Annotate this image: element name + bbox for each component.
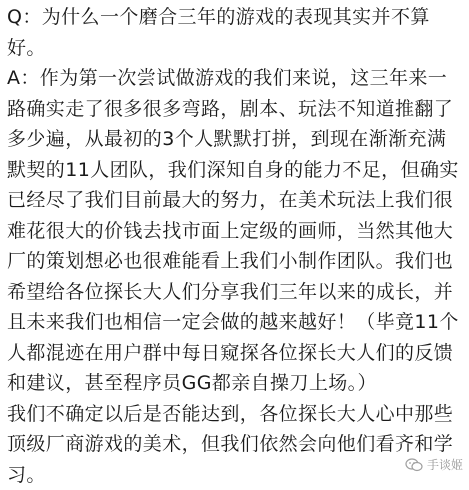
closing-paragraph: 我们不确定以后是否能达到，各位探长大人心中那些顶级厂商游戏的美术，但我们依然会向他们看齐和学习。 <box>7 399 463 490</box>
answer-paragraph: A：作为第一次尝试做游戏的我们来说，这三年来一路确实走了很多很多弯路，剧本、玩法不知道推翻了多少遍，从最初的3个人默默打拼，到现在渐渐充满默契的11人团队，我们深知自身的能力不足，但确实已经尽了我们目前最大的努力，在美术玩法上我们很难花很大的价钱去找市面上定级的画师，当然其他大厂的策划想必也很难能看上我们小制作团队。我们也希望给各位探长大人们分享我们三年以来的成长，并且未来我们也相信一定会做的越来越好！（毕竟11个人都混迹在用户群中每日窥探各位探长大人们的反馈和建议，甚至程序员GG都亲自操刀上场。） <box>7 63 463 399</box>
wechat-icon <box>405 458 423 472</box>
question-paragraph: Q：为什么一个磨合三年的游戏的表现其实并不算好。 <box>7 2 463 63</box>
watermark-text: 手谈姬 <box>427 456 463 473</box>
watermark <box>405 456 463 473</box>
article-body <box>7 2 463 490</box>
